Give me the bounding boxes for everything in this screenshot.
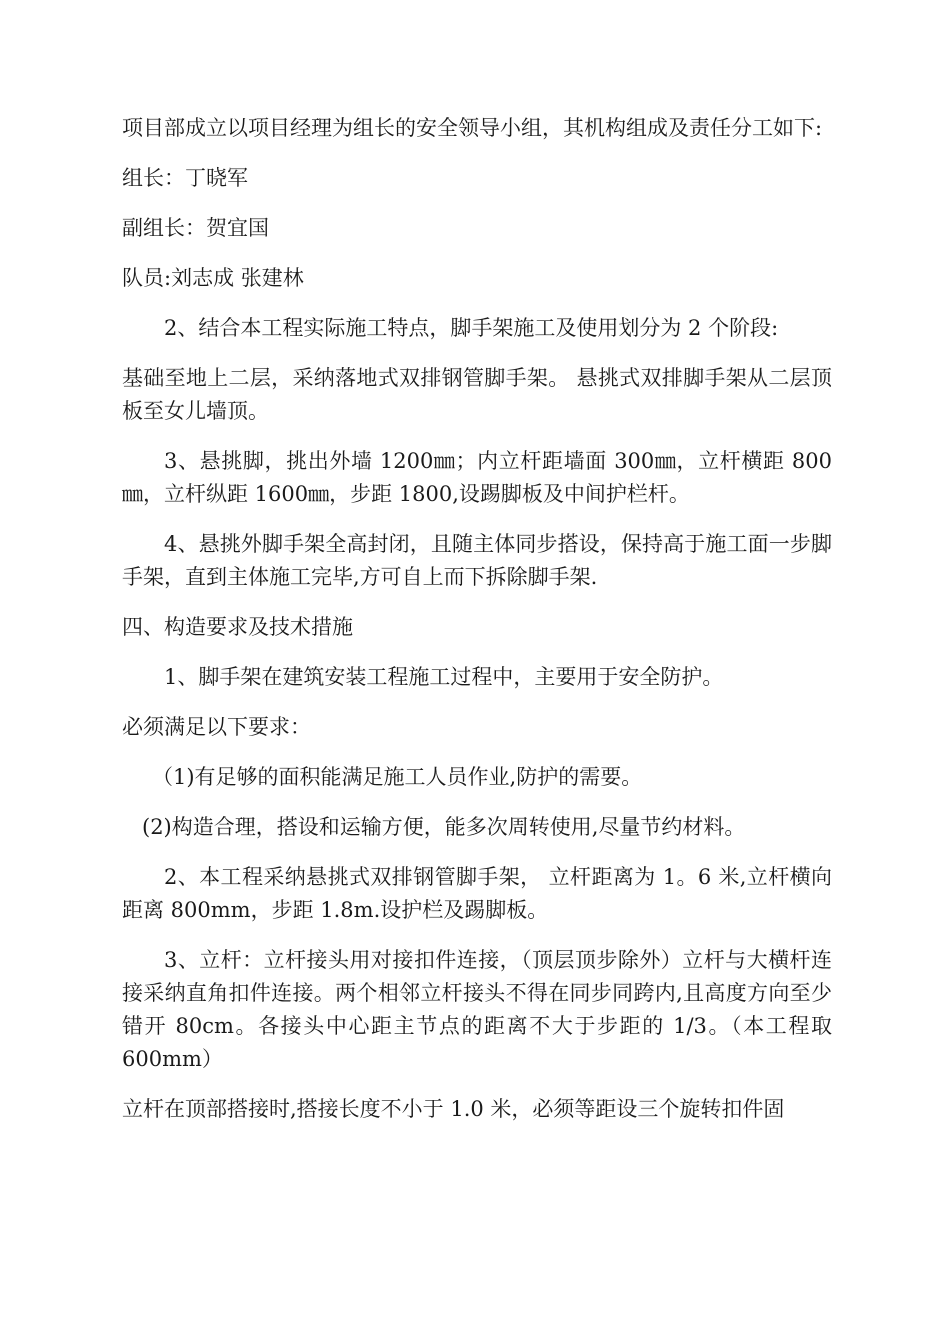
document-body: [122, 112, 832, 1143]
paragraph-leadership-intro: 项目部成立以项目经理为组长的安全领导小组，其机构组成及责任分工如下:: [122, 116, 823, 140]
paragraph-stage-description: 基础至地上二层，采纳落地式双排钢管脚手架。 悬挑式双排脚手架从二层顶板至女儿墙顶。: [122, 366, 832, 423]
paragraph-sub-1: （1)有足够的面积能满足施工人员作业,防护的需要。: [152, 765, 643, 789]
paragraph-team-leader: 组长：丁晓军: [122, 166, 248, 190]
paragraph-must-meet: 必须满足以下要求：: [122, 715, 311, 739]
paragraph-top-lap-joint: 立杆在顶部搭接时,搭接长度不小于 1.0 米，必须等距设三个旋转扣件固: [122, 1097, 785, 1121]
paragraph-req-3-poles: 3、立杆：立杆接头用对接扣件连接，（顶层顶步除外）立杆与大横杆连接采纳直角扣件连接。两个相邻立杆接头不得在同步同跨内,且高度方向至少错开 80cm。各接头中心距主节点的距离不大于步距的 1/3。（本工程取 600mm）: [122, 948, 832, 1071]
paragraph-item-2-stages: 2、结合本工程实际施工特点，脚手架施工及使用划分为 2 个阶段:: [164, 316, 779, 340]
paragraph-deputy-leader: 副组长：贺宜国: [122, 216, 269, 240]
section-heading-construction-requirements: 四、构造要求及技术措施: [122, 615, 353, 639]
paragraph-item-4-enclosure: 4、悬挑外脚手架全高封闭，且随主体同步搭设，保持高于施工面一步脚手架，直到主体施工完毕,方可自上而下拆除脚手架.: [122, 532, 832, 589]
paragraph-req-2: 2、本工程采纳悬挑式双排钢管脚手架， 立杆距离为 1。6 米,立杆横向距离 800mm，步距 1.8m.设护栏及踢脚板。: [122, 865, 832, 922]
paragraph-team-members: 队员:刘志成 张建林: [122, 266, 304, 290]
paragraph-sub-2: (2)构造合理，搭设和运输方便，能多次周转使用,尽量节约材料。: [142, 815, 746, 839]
paragraph-item-3-cantilever: 3、悬挑脚，挑出外墙 1200㎜；内立杆距墙面 300㎜，立杆横距 800㎜，立杆纵距 1600㎜，步距 1800,设踢脚板及中间护栏杆。: [122, 449, 832, 506]
paragraph-req-1: 1、脚手架在建筑安装工程施工过程中，主要用于安全防护。: [164, 665, 724, 689]
